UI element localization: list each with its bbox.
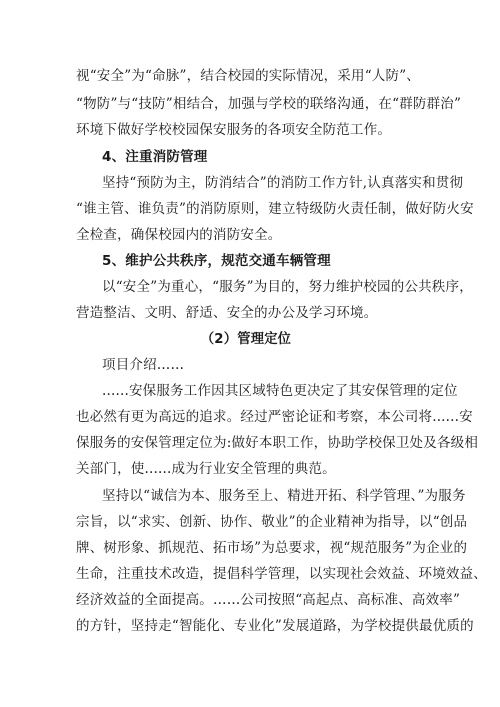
paragraph-2-line-2: “谁主管、谁负责”的消防原则，建立特级防火责任制，做好防火安 xyxy=(76,201,474,217)
paragraph-2-line-3: 全检查，确保校园内的消防安全。 xyxy=(76,227,282,243)
paragraph-5-line-3: 牌、树形象、抓规范、拓市场”为总要求，视“规范服务”为企业的 xyxy=(76,540,468,556)
paragraph-5-line-4: 生命，注重技术改造，提倡科学管理，以实现社会效益、环境效益、 xyxy=(76,566,487,582)
project-intro: 项目介绍…… xyxy=(102,357,185,373)
paragraph-3-line-2: 营造整洁、文明、舒适、安全的办公及学习环境。 xyxy=(76,305,378,321)
paragraph-4-line-2: 也必然有更为高远的追求。经过严密论证和考察，本公司将......安 xyxy=(76,409,473,425)
paragraph-4-line-1: ......安保服务工作因其区域特色更决定了其安保管理的定位 xyxy=(102,383,458,399)
paragraph-4-line-3: 保服务的安保管理定位为:做好本职工作，协助学校保卫处及各级相 xyxy=(76,435,479,451)
paragraph-3-line-1: 以“安全”为重心，“服务”为目的，努力维护校园的公共秩序， xyxy=(102,279,473,295)
paragraph-5-line-5: 经济效益的全面提高。……公司按照“高起点、高标准、高效率” xyxy=(76,592,461,608)
heading-fire-safety: 4、注重消防管理 xyxy=(102,149,208,165)
paragraph-1-line-1: 视“安全”为“命脉”，结合校园的实际情况，采用“人防”、 xyxy=(76,68,421,84)
paragraph-5-line-6: 的方针，坚持走“智能化、专业化”发展道路，为学校提供最优质的 xyxy=(76,618,474,634)
paragraph-1-line-2: “物防”与“技防”相结合，加强与学校的联络沟通，在“群防群治” xyxy=(76,96,462,112)
paragraph-5-line-1: 坚持以“诚信为本、服务至上、精进开拓、科学管理、”为服务 xyxy=(102,488,466,504)
paragraph-2-line-1: 坚持“预防为主，防消结合”的消防工作方针,认真落实和贯彻 xyxy=(102,175,464,191)
paragraph-4-line-4: 关部门，使......成为行业安全管理的典范。 xyxy=(76,461,336,477)
heading-public-order: 5、维护公共秩序，规范交通车辆管理 xyxy=(102,253,331,269)
paragraph-1-line-3: 环境下做好学校校园保安服务的各项安全防范工作。 xyxy=(76,122,392,138)
paragraph-5-line-2: 宗旨，以“求实、创新、协作、敬业”的企业精神为指导，以“创品 xyxy=(76,514,468,530)
section-title: （2）管理定位 xyxy=(200,331,292,347)
